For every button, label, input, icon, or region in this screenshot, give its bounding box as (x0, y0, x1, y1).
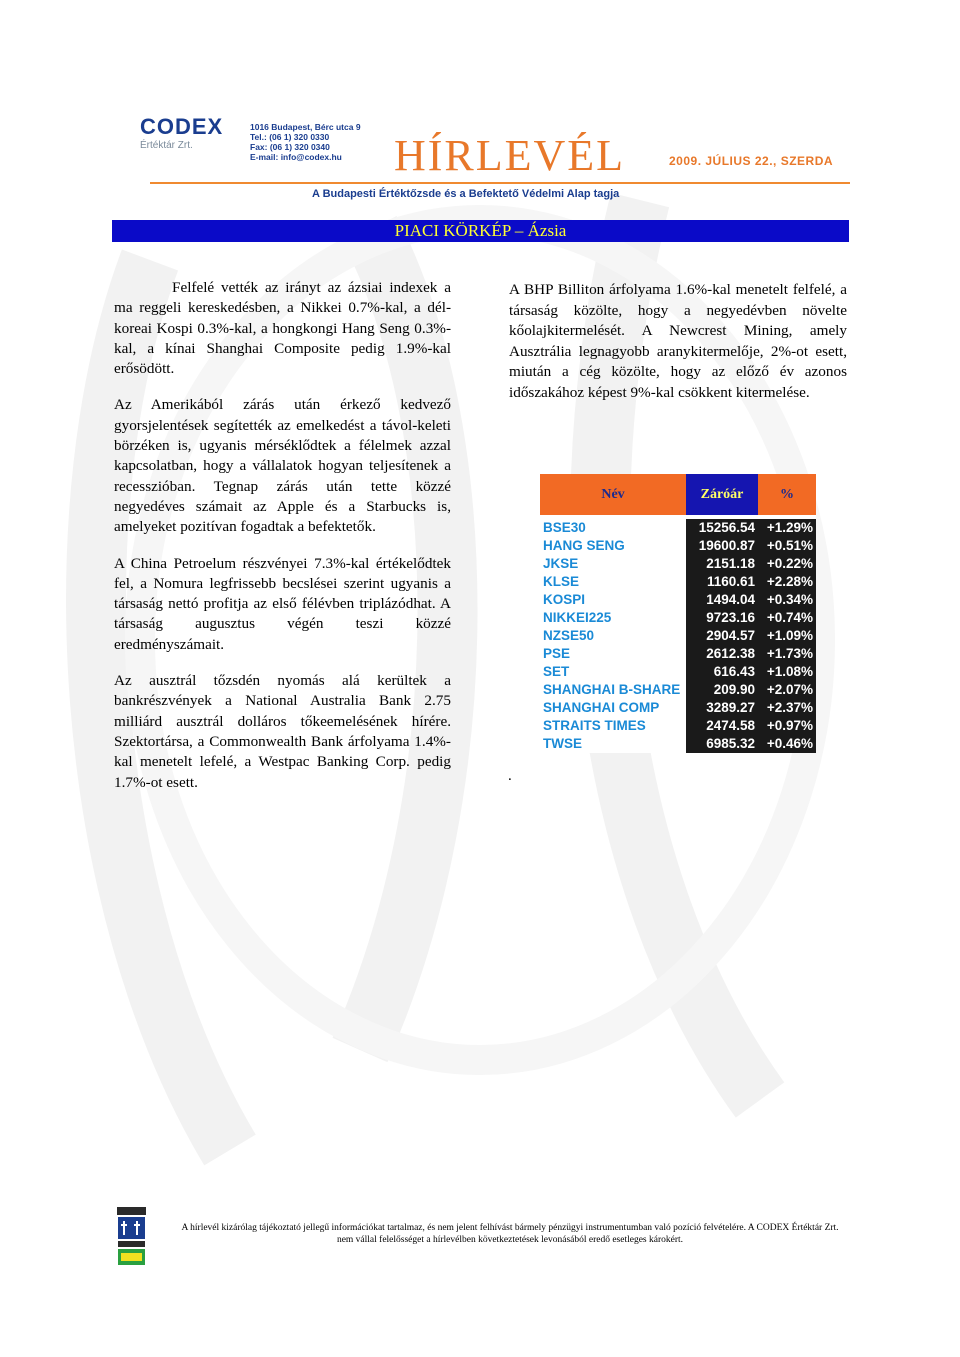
article-paragraph: Az ausztrál tőzsdén nyomás alá kerültek a bankrészvények a National Australia Bank 2.75 milliárd ausztrál dolláros tőkeemelésének hírére. Szektortársa, a Commonwealth Bank árfolyama 1.4%-kal menetelt lefelé, a Westpac Banking Corp. pedig 1.7%-ot esett. (114, 672, 451, 791)
index-quotes-table (540, 474, 816, 753)
cell-close: 2151.18 (686, 555, 758, 573)
header-divider (150, 182, 850, 184)
stray-dot: . (508, 768, 512, 784)
cell-name: KLSE (540, 573, 686, 591)
table-row (540, 609, 816, 627)
bet-bva-logo (115, 1205, 148, 1271)
cell-pct: +0.46% (758, 735, 816, 753)
header-pct: % (758, 474, 816, 515)
disclaimer (170, 1222, 850, 1246)
cell-name: TWSE (540, 735, 686, 753)
cell-close: 2612.38 (686, 645, 758, 663)
cell-pct: +0.34% (758, 591, 816, 609)
table-header-row (540, 474, 816, 515)
cell-name: KOSPI (540, 591, 686, 609)
codex-logo (140, 114, 245, 168)
cell-name: NIKKEI225 (540, 609, 686, 627)
cell-close: 19600.87 (686, 537, 758, 555)
table-row (540, 573, 816, 591)
logo-sub-text: Értéktár Zrt. (140, 140, 193, 151)
table-row (540, 519, 816, 537)
table-row (540, 663, 816, 681)
cell-close: 1494.04 (686, 591, 758, 609)
cell-pct: +1.29% (758, 519, 816, 537)
cell-pct: +0.51% (758, 537, 816, 555)
address-line: Fax: (06 1) 320 0340 (250, 142, 330, 152)
header-name: Név (540, 474, 686, 515)
left-article-column (114, 278, 451, 809)
cell-pct: +2.28% (758, 573, 816, 591)
cell-name: STRAITS TIMES (540, 717, 686, 735)
table-row (540, 735, 816, 753)
cell-close: 2474.58 (686, 717, 758, 735)
quotes-table (540, 474, 816, 753)
article-paragraph: Felfelé vették az irányt az ázsiai indexek a ma reggeli kereskedésben, a Nikkei 0.7%-kal, a dél-koreai Kospi 0.3%-kal, a hongkongi Hang Seng 0.3%-kal, a kínai Shanghai Composite pedig 1.9%-kal erősödött. (114, 279, 451, 378)
table-row (540, 537, 816, 555)
cell-pct: +0.22% (758, 555, 816, 573)
table-row (540, 555, 816, 573)
disclaimer-line: nem vállal felelősséget a hírlevélben következtetések levonásából eredő esetleges károkért. (336, 1235, 684, 1245)
table-row (540, 699, 816, 717)
table-row (540, 627, 816, 645)
issue-date: 2009. JÚLIUS 22., SZERDA (669, 154, 834, 168)
cell-name: NZSE50 (540, 627, 686, 645)
cell-close: 1160.61 (686, 573, 758, 591)
cell-pct: +1.09% (758, 627, 816, 645)
table-row (540, 591, 816, 609)
header-close: Záróár (686, 474, 758, 515)
table-row (540, 717, 816, 735)
cell-close: 209.90 (686, 681, 758, 699)
contact-address (250, 122, 361, 162)
cell-close: 6985.32 (686, 735, 758, 753)
cell-name: SHANGHAI B-SHARE (540, 681, 686, 699)
cell-close: 616.43 (686, 663, 758, 681)
disclaimer-line: A hírlevél kizárólag tájékoztató jellegű információkat tartalmaz, és nem jelent felhívást bármely pénzügyi instrumentumban való pozíció felvételére. A CODEX Értéktár Zrt. (181, 1223, 839, 1233)
cell-close: 9723.16 (686, 609, 758, 627)
cell-name: SHANGHAI COMP (540, 699, 686, 717)
header-tagline: A Budapesti Értéktőzsde és a Befektető Védelmi Alap tagja (312, 188, 620, 200)
cell-pct: +2.07% (758, 681, 816, 699)
logo-main-text: CODEX (140, 114, 224, 139)
cell-pct: +1.73% (758, 645, 816, 663)
cell-name: PSE (540, 645, 686, 663)
right-article-column (509, 280, 847, 403)
address-line: E-mail: info@codex.hu (250, 152, 342, 162)
address-line: Tel.: (06 1) 320 0330 (250, 132, 330, 142)
cell-name: BSE30 (540, 519, 686, 537)
table-row (540, 645, 816, 663)
cell-close: 2904.57 (686, 627, 758, 645)
table-row (540, 681, 816, 699)
cell-close: 15256.54 (686, 519, 758, 537)
cell-pct: +2.37% (758, 699, 816, 717)
cell-close: 3289.27 (686, 699, 758, 717)
cell-pct: +0.97% (758, 717, 816, 735)
section-title: PIACI KÖRKÉP – Ázsia (112, 220, 849, 242)
article-paragraph: A BHP Billiton árfolyama 1.6%-kal menetelt felfelé, a társaság közölte, hogy a negyedévben növelte kőolajkitermelését. A Newcrest Mining, amely Ausztrália legnagyobb aranykitermelője, 2%-ot esett, miután a cég közölte, hogy az előző év azonos időszakához képest 9%-kal csökkent kitermelése. (509, 281, 847, 401)
address-line: 1016 Budapest, Bérc utca 9 (250, 122, 361, 132)
article-paragraph: A China Petroelum részvényei 7.3%-kal értékelődtek fel, a Nomura legfrissebb becslései szerint ugyanis a társaság nettó profitja az első félévben triplázódhat. A társaság augusztus végén teszi közzé eredményszámait. (114, 554, 451, 653)
cell-pct: +0.74% (758, 609, 816, 627)
masthead-title: HÍRLEVÉL (394, 131, 626, 180)
newsletter-header (112, 100, 849, 210)
cell-name: HANG SENG (540, 537, 686, 555)
cell-name: SET (540, 663, 686, 681)
article-paragraph: Az Amerikából zárás után érkező kedvező gyorsjelentések segítették az emelkedést a távol-keleti börzéken is, ugyanis mérséklődtek a félelmek azzal kapcsolatban, hogy a vállalatok hogyan teljesítenek a recesszióban. Tegnap zárás után tette közzé negyedéves számait az Apple és a Starbucks is, amelyeket pozitívan fogadtak a befektetők. (114, 396, 451, 536)
cell-name: JKSE (540, 555, 686, 573)
cell-pct: +1.08% (758, 663, 816, 681)
